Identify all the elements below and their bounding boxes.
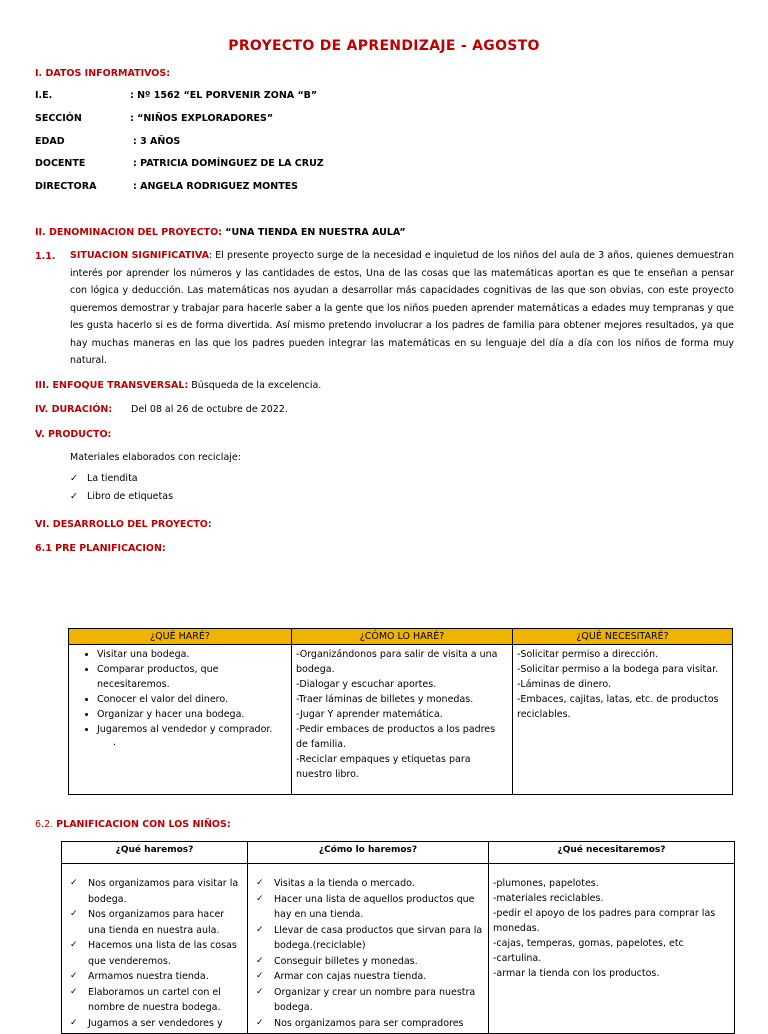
check-icon: ✓ xyxy=(70,491,78,502)
list-item: ✓ Nos organizamos para visitar la bodega. xyxy=(84,876,243,907)
plan-col1-list xyxy=(66,876,243,1031)
list-item: • Visitar una bodega. xyxy=(97,647,287,662)
table-cell xyxy=(248,864,489,1034)
cell-line: -cajas, temperas, gomas, papelotes, etc xyxy=(493,938,684,949)
datos-label: EDAD xyxy=(35,136,65,147)
producto-item-1 xyxy=(70,473,138,484)
pre-planificacion-table xyxy=(68,628,733,795)
producto-heading: V. PRODUCTO: xyxy=(35,429,112,440)
enfoque-value: Búsqueda de la excelencia. xyxy=(188,380,322,391)
check-icon: ✓ xyxy=(70,473,78,484)
producto-item-label: Libro de etiquetas xyxy=(87,491,174,502)
duracion-value: Del 08 al 26 de octubre de 2022. xyxy=(131,404,288,415)
list-item: • Jugaremos al vendedor y comprador. xyxy=(97,722,287,737)
list-item: ✓ Organizar y crear un nombre para nuestra bodega. xyxy=(270,985,484,1016)
table-header: ¿CÓMO LO HARÉ? xyxy=(292,629,513,645)
list-item: ✓ Jugamos a ser vendedores y xyxy=(84,1016,243,1032)
plan-heading-line xyxy=(35,819,231,830)
pre-heading: 6.1 PRE PLANIFICACION: xyxy=(35,543,166,554)
situacion-paragraph xyxy=(70,247,734,370)
table-header: ¿QUÉ HARÉ? xyxy=(69,629,292,645)
list-item: • Organizar y hacer una bodega. xyxy=(97,707,287,722)
duracion-heading: IV. DURACIÓN: xyxy=(35,404,113,415)
table-header: ¿QUÉ NECESITARÉ? xyxy=(513,629,733,645)
cell-line: -Reciclar empaques y etiquetas para nuestro libro. xyxy=(296,754,471,780)
cell-line: -materiales reciclables. xyxy=(493,893,604,904)
planificacion-ninos-table xyxy=(61,841,735,1034)
list-item: ✓ Armamos nuestra tienda. xyxy=(84,969,243,985)
enfoque-line xyxy=(35,380,321,391)
enfoque-heading: III. ENFOQUE TRANSVERSAL: xyxy=(35,380,189,391)
table-header: ¿Qué haremos? xyxy=(62,842,248,864)
list-item: ✓ Llevar de casa productos que sirvan para la bodega.(reciclable) xyxy=(270,923,484,954)
producto-intro: Materiales elaborados con reciclaje: xyxy=(70,452,241,463)
list-item: ✓ Hacer una lista de aquellos productos que hay en una tienda. xyxy=(270,892,484,923)
table-header-row xyxy=(62,842,735,864)
datos-label: I.E. xyxy=(35,90,53,101)
producto-item-label: La tiendita xyxy=(87,473,138,484)
list-item: • Comparar productos, que necesitaremos. xyxy=(97,662,287,692)
table-header: ¿Qué necesitaremos? xyxy=(489,842,735,864)
table-row xyxy=(62,864,735,1034)
cell-line: -Dialogar y escuchar aportes. xyxy=(296,679,437,690)
datos-label: DIRECTORA xyxy=(35,181,97,192)
cell-line: -plumones, papelotes. xyxy=(493,878,599,889)
table-header: ¿Cómo lo haremos? xyxy=(248,842,489,864)
table-header-row xyxy=(69,629,733,645)
cell-line: -armar la tienda con los productos. xyxy=(493,968,660,979)
table-cell xyxy=(69,645,292,795)
list-item: ✓ Nos organizamos para hacer una tienda en nuestra aula. xyxy=(84,907,243,938)
list-item: ✓ Visitas a la tienda o mercado. xyxy=(270,876,484,892)
situacion-text: : El presente proyecto surge de la necesidad e inquietud de los niños del aula de 3 años, quienes demuestran interés por aprender los números y las cantidades de estos, Una de las cosas que las matemáticas aportan es que te enseñan a pensar con lógica y deducción. Las matemáticas nos ayudan a desarrollar más capacidades cognitivas de las que son obvias, con este proyecto queremos demostrar y trabajar para hacerle saber a la gente que los niños pueden aprender matemáticas a edades muy tempranas y que les gusta hacerlo si es de forma divertida. Así mismo pretendo involucrar a los padres de familia para obtener mejores resultados, ya que hay muchas maneras en las que los padres pueden integrar las matemáticas en su lenguaje del día a día con los niños de forma muy natural. xyxy=(70,250,734,366)
table-cell xyxy=(489,864,735,1034)
pre-col1-extra: . xyxy=(113,737,117,748)
plan-col2-list xyxy=(252,876,484,1031)
list-item: ✓ Nos organizamos para ser compradores xyxy=(270,1016,484,1032)
list-item: ✓ Conseguir billetes y monedas. xyxy=(270,954,484,970)
table-row xyxy=(69,645,733,795)
denominacion-value: “UNA TIENDA EN NUESTRA AULA” xyxy=(221,227,406,238)
producto-item-2 xyxy=(70,491,173,502)
table-cell xyxy=(292,645,513,795)
list-item: ✓ Elaboramos un cartel con el nombre de nuestra bodega. xyxy=(84,985,243,1016)
situacion-number: 1.1. xyxy=(35,251,56,262)
datos-value: : 3 AÑOS xyxy=(133,136,181,147)
cell-line: -Embaces, cajitas, latas, etc. de productos reciclables. xyxy=(517,694,719,720)
datos-value: : Nº 1562 “EL PORVENIR ZONA “B” xyxy=(130,90,318,101)
datos-value: : ANGELA RODRIGUEZ MONTES xyxy=(133,181,299,192)
table-cell xyxy=(513,645,733,795)
datos-value: : PATRICIA DOMÍNGUEZ DE LA CRUZ xyxy=(133,158,324,169)
cell-line: -Jugar Y aprender matemática. xyxy=(296,709,443,720)
cell-line: -Traer láminas de billetes y monedas. xyxy=(296,694,474,705)
cell-line: -Láminas de dinero. xyxy=(517,679,612,690)
datos-label: SECCIÓN xyxy=(35,113,82,124)
cell-line: -Solicitar permiso a dirección. xyxy=(517,649,659,660)
plan-number: 6.2. xyxy=(35,819,54,830)
list-item: ✓ Armar con cajas nuestra tienda. xyxy=(270,969,484,985)
denominacion-line xyxy=(35,227,406,238)
datos-label: DOCENTE xyxy=(35,158,86,169)
denominacion-heading: II. DENOMINACION DEL PROYECTO: xyxy=(35,227,222,238)
cell-line: -pedir el apoyo de los padres para comprar las monedas. xyxy=(493,908,716,934)
plan-heading: PLANIFICACION CON LOS NIÑOS: xyxy=(56,819,231,830)
datos-heading: I. DATOS INFORMATIVOS: xyxy=(35,68,171,79)
page-title: PROYECTO DE APRENDIZAJE - AGOSTO xyxy=(228,38,540,54)
datos-value: : “NIÑOS EXPLORADORES” xyxy=(130,113,274,124)
pre-col1-list xyxy=(73,647,287,737)
cell-line: -Solicitar permiso a la bodega para visitar. xyxy=(517,664,719,675)
list-item: • Conocer el valor del dinero. xyxy=(97,692,287,707)
table-cell xyxy=(62,864,248,1034)
situacion-heading: SITUACION SIGNIFICATIVA xyxy=(70,250,209,261)
cell-line: -Pedir embaces de productos a los padres de familia. xyxy=(296,724,496,750)
cell-line: -cartulina. xyxy=(493,953,542,964)
cell-line: -Organizándonos para salir de visita a una bodega. xyxy=(296,649,498,675)
list-item: ✓ Hacemos una lista de las cosas que venderemos. xyxy=(84,938,243,969)
desarrollo-heading: VI. DESARROLLO DEL PROYECTO: xyxy=(35,519,212,530)
